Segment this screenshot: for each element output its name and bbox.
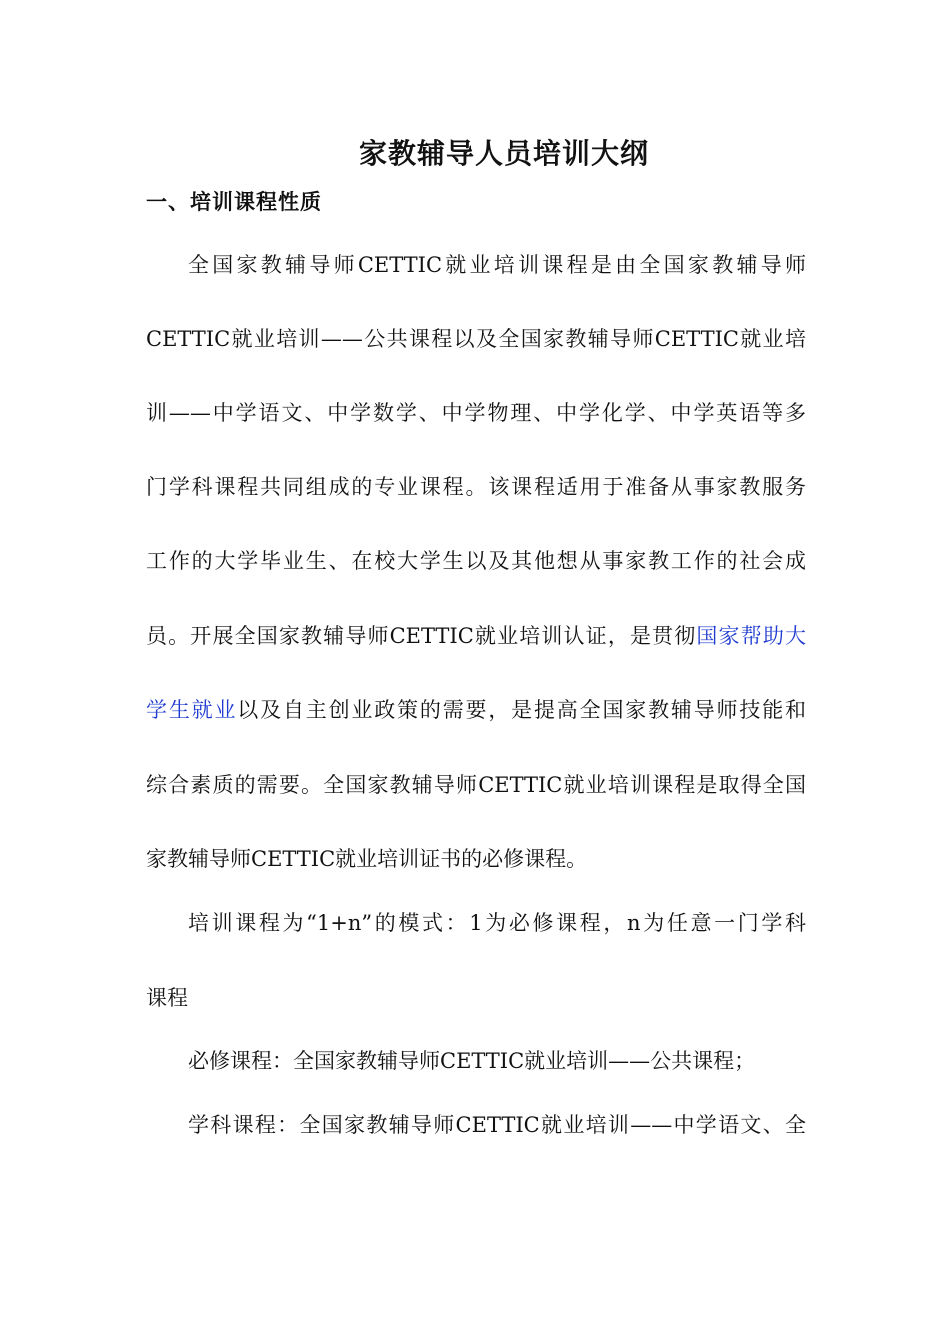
- document-title: 家教辅导人员培训大纲: [358, 137, 649, 170]
- policy-link[interactable]: 学生就业: [146, 698, 238, 722]
- paragraph-line: 必修课程：全国家教辅导师CETTIC就业培训——公共课程；: [188, 1049, 756, 1073]
- paragraph-line: CETTIC就业培训——公共课程以及全国家教辅导师CETTIC就业培: [146, 327, 806, 351]
- paragraph-line: 培训课程为“1+n”的模式：1为必修课程，n为任意一门学科: [188, 911, 806, 935]
- paragraph-line: 学科课程：全国家教辅导师CETTIC就业培训——中学语文、全: [188, 1113, 806, 1137]
- paragraph-line: 训——中学语文、中学数学、中学物理、中学化学、中学英语等多: [146, 401, 806, 425]
- paragraph-line: 综合素质的需要。全国家教辅导师CETTIC就业培训课程是取得全国: [146, 773, 806, 797]
- paragraph-line: 全国家教辅导师CETTIC就业培训课程是由全国家教辅导师: [188, 253, 806, 277]
- paragraph-text: 员。开展全国家教辅导师CETTIC就业培训认证，是贯彻: [146, 624, 697, 648]
- paragraph-line: 门学科课程共同组成的专业课程。该课程适用于准备从事家教服务: [146, 475, 806, 499]
- section-heading: 一、培训课程性质: [146, 189, 322, 214]
- paragraph-line: 课程: [146, 986, 188, 1010]
- paragraph-text: 以及自主创业政策的需要，是提高全国家教辅导师技能和: [237, 698, 807, 722]
- paragraph-line: 家教辅导师CETTIC就业培训证书的必修课程。: [146, 847, 588, 871]
- policy-link[interactable]: 国家帮助大: [696, 624, 806, 648]
- paragraph-line: [146, 621, 806, 651]
- paragraph-line: 工作的大学毕业生、在校大学生以及其他想从事家教工作的社会成: [146, 549, 806, 573]
- paragraph-line: [146, 695, 806, 725]
